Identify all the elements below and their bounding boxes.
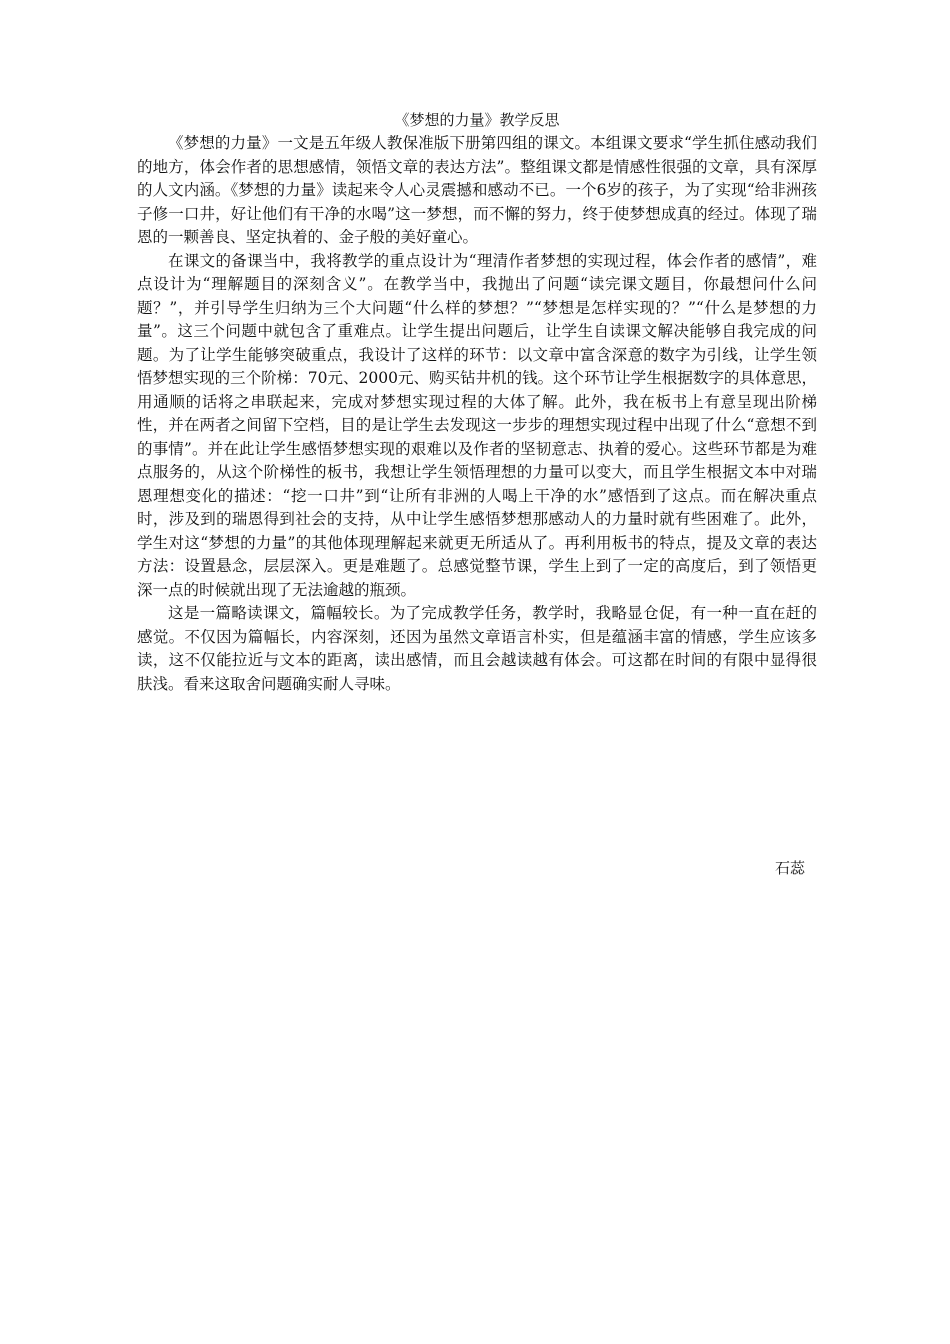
paragraph-reflection: 这是一篇略读课文，篇幅较长。为了完成教学任务，教学时，我略显仓促，有一种一直在赶的感觉。不仅因为篇幅长，内容深刻，还因为虽然文章语言朴实，但是蕴涵丰富的情感，学生应该多读，这不仅能拉近与文本的距离，读出感情，而且会越读越有体会。可这都在时间的有限中显得很肤浅。看来这取舍问题确实耐人寻味。 xyxy=(137,604,817,693)
document-title: 《梦想的力量》教学反思 xyxy=(394,111,560,129)
paragraph-intro: 《梦想的力量》一文是五年级人教保准版下册第四组的课文。本组课文要求“学生抓住感动我们的地方，体会作者的思想感情，领悟文章的表达方法”。整组课文都是情感性很强的文章，具有深厚的人文内涵。《梦想的力量》读起来令人心灵震撼和感动不已。一个6岁的孩子，为了实现“给非洲孩子修一口井，好让他们有干净的水喝”这一梦想，而不懈的努力，终于使梦想成真的经过。体现了瑞恩的一颗善良、坚定执着的、金子般的美好童心。 xyxy=(137,134,817,246)
author-signature: 石蕊 xyxy=(774,859,805,877)
document-body xyxy=(137,108,817,696)
paragraph-lesson-design: 在课文的备课当中，我将教学的重点设计为“理清作者梦想的实现过程，体会作者的感情”，难点设计为“理解题目的深刻含义”。在教学当中，我抛出了问题“读完课文题目，你最想问什么问题？”，并引导学生归纳为三个大问题“什么样的梦想？”“梦想是怎样实现的？”“什么是梦想的力量”。这三个问题中就包含了重难点。让学生提出问题后，让学生自读课文解决能够自我完成的问题。为了让学生能够突破重点，我设计了这样的环节：以文章中富含深意的数字为引线，让学生领悟梦想实现的三个阶梯：70元、2000元、购买钻井机的钱。这个环节让学生根据数字的具体意思，用通顺的话将之串联起来，完成对梦想实现过程的大体了解。此外，我在板书上有意呈现出阶梯性，并在两者之间留下空档，目的是让学生去发现这一步步的理想实现过程中出现了什么“意想不到的事情”。并在此让学生感悟梦想实现的艰难以及作者的坚韧意志、执着的爱心。这些环节都是为难点服务的，从这个阶梯性的板书，我想让学生领悟理想的力量可以变大，而且学生根据文本中对瑞恩理想变化的描述：“挖一口井”到“让所有非洲的人喝上干净的水”感悟到了这点。而在解决重点时，涉及到的瑞恩得到社会的支持，从中让学生感悟梦想那感动人的力量时就有些困难了。此外，学生对这“梦想的力量”的其他体现理解起来就更无所适从了。再利用板书的特点，提及文章的表达方法：设置悬念，层层深入。更是难题了。总感觉整节课，学生上到了一定的高度后，到了领悟更深一点的时候就出现了无法逾越的瓶颈。 xyxy=(137,251,817,599)
